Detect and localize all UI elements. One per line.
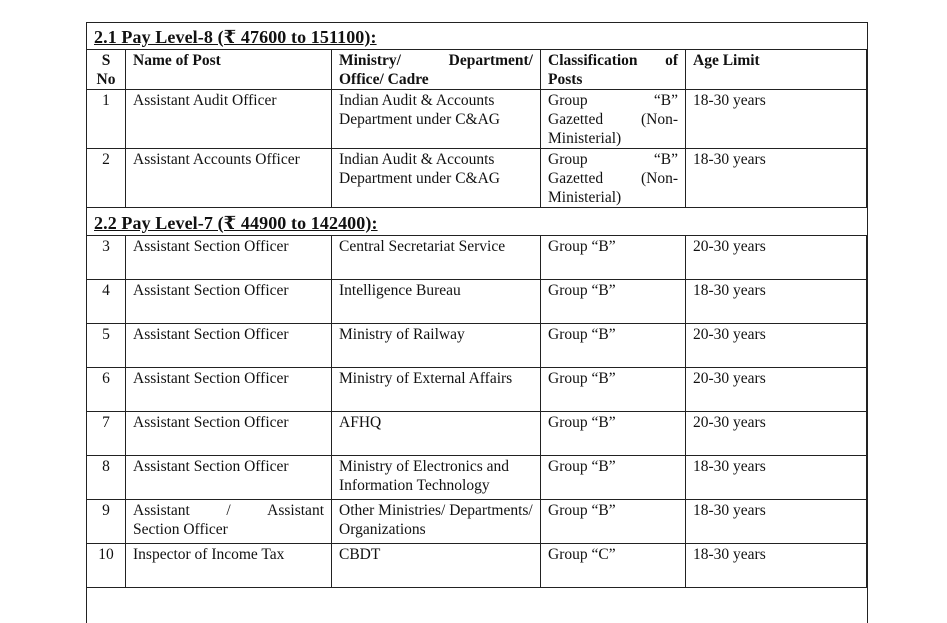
- cell-sno: 10: [87, 544, 126, 588]
- table-header-row: [87, 50, 867, 90]
- table-row: [87, 500, 867, 544]
- cell-sno: 1: [87, 90, 126, 149]
- cell-dept: AFHQ: [332, 412, 541, 456]
- cell-age: 18-30 years: [686, 280, 867, 324]
- cell-post: Assistant Accounts Officer: [126, 149, 332, 208]
- table-row: [87, 412, 867, 456]
- table-row: [87, 149, 867, 208]
- cell-age: 20-30 years: [686, 324, 867, 368]
- cell-class: Group “B” Gazetted (Non- Ministerial): [541, 149, 686, 208]
- cell-age: 18-30 years: [686, 90, 867, 149]
- cell-dept: CBDT: [332, 544, 541, 588]
- cell-age: 20-30 years: [686, 236, 867, 280]
- cell-age: 18-30 years: [686, 456, 867, 500]
- table-row: [87, 280, 867, 324]
- table-row: [87, 456, 867, 500]
- cell-class: Group “C”: [541, 544, 686, 588]
- header-ministry: Ministry/ Department/ Office/ Cadre: [332, 50, 541, 90]
- cell-sno: 3: [87, 236, 126, 280]
- level7-table: [86, 235, 867, 588]
- cell-dept: Ministry of Railway: [332, 324, 541, 368]
- cell-sno: 6: [87, 368, 126, 412]
- header-sno: S No: [87, 50, 126, 90]
- section-title-level8: 2.1 Pay Level-8 (₹ 47600 to 151100):: [94, 27, 377, 47]
- section-title-level7: 2.2 Pay Level-7 (₹ 44900 to 142400):: [94, 213, 378, 233]
- cell-dept: Indian Audit & Accounts Department under C&AG: [332, 149, 541, 208]
- cell-age: 20-30 years: [686, 368, 867, 412]
- cell-class: Group “B”: [541, 412, 686, 456]
- cell-class: Group “B”: [541, 368, 686, 412]
- table-row: [87, 90, 867, 149]
- cell-sno: 8: [87, 456, 126, 500]
- cell-post: Assistant Section Officer: [126, 236, 332, 280]
- cell-post: Assistant Section Officer: [126, 456, 332, 500]
- cell-sno: 7: [87, 412, 126, 456]
- header-age: Age Limit: [686, 50, 867, 90]
- table-row: [87, 368, 867, 412]
- cell-dept: Ministry of External Affairs: [332, 368, 541, 412]
- table-row: [87, 324, 867, 368]
- level8-table: [86, 49, 867, 208]
- table-row: [87, 544, 867, 588]
- cell-post: Inspector of Income Tax: [126, 544, 332, 588]
- cell-post: Assistant / Assistant Section Officer: [126, 500, 332, 544]
- cell-dept: Intelligence Bureau: [332, 280, 541, 324]
- header-classification: Classification of Posts: [541, 50, 686, 90]
- cell-post: Assistant Section Officer: [126, 412, 332, 456]
- cell-sno: 2: [87, 149, 126, 208]
- cell-post: Assistant Audit Officer: [126, 90, 332, 149]
- cell-dept: Other Ministries/ Departments/ Organizations: [332, 500, 541, 544]
- cell-class: Group “B”: [541, 500, 686, 544]
- cell-age: 18-30 years: [686, 149, 867, 208]
- cell-sno: 5: [87, 324, 126, 368]
- cell-age: 18-30 years: [686, 500, 867, 544]
- cell-post: Assistant Section Officer: [126, 324, 332, 368]
- cell-dept: Central Secretariat Service: [332, 236, 541, 280]
- cell-dept: Indian Audit & Accounts Department under C&AG: [332, 90, 541, 149]
- cell-class: Group “B”: [541, 280, 686, 324]
- cell-dept: Ministry of Electronics and Information Technology: [332, 456, 541, 500]
- cell-class: Group “B” Gazetted (Non- Ministerial): [541, 90, 686, 149]
- header-name: Name of Post: [126, 50, 332, 90]
- cell-age: 18-30 years: [686, 544, 867, 588]
- cell-sno: 9: [87, 500, 126, 544]
- cell-post: Assistant Section Officer: [126, 368, 332, 412]
- cell-class: Group “B”: [541, 236, 686, 280]
- table-row: [87, 236, 867, 280]
- cell-class: Group “B”: [541, 456, 686, 500]
- cell-post: Assistant Section Officer: [126, 280, 332, 324]
- cell-class: Group “B”: [541, 324, 686, 368]
- cell-age: 20-30 years: [686, 412, 867, 456]
- cell-sno: 4: [87, 280, 126, 324]
